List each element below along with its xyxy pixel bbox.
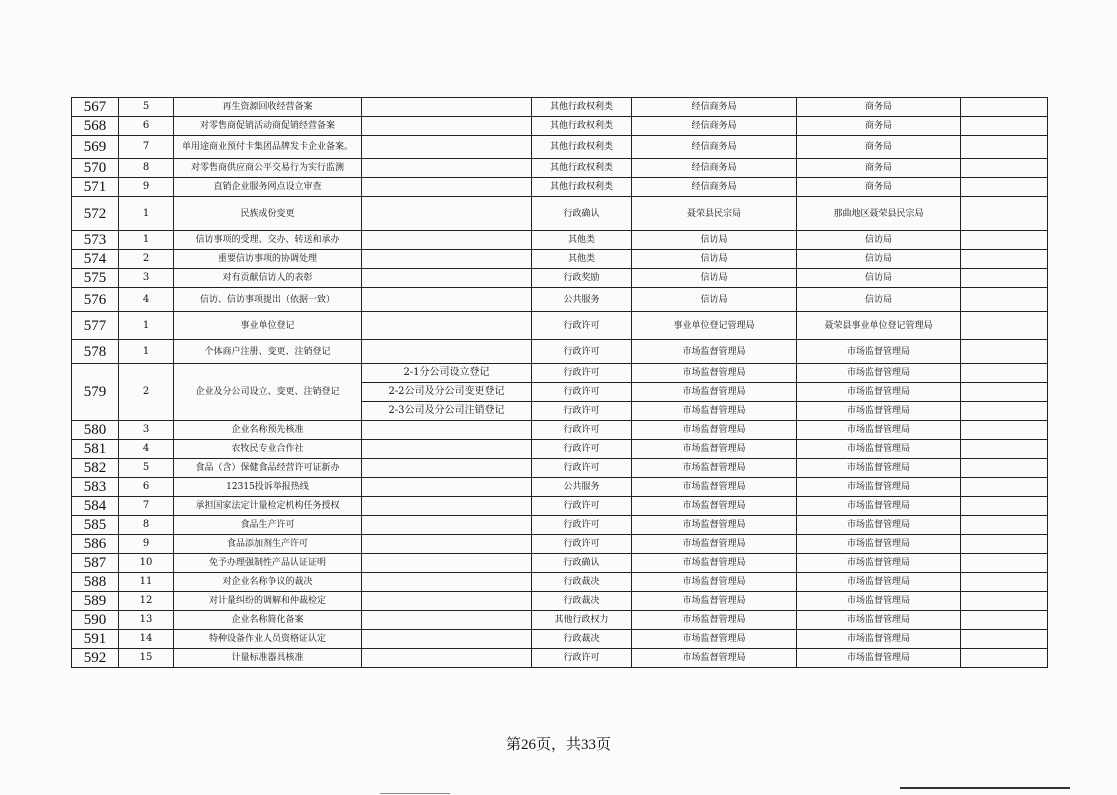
cell-sub: 8: [119, 159, 174, 178]
cell-sub-item: 2-1分公司设立登记: [362, 364, 532, 383]
cell-dept: 市场监督管理局: [632, 592, 797, 611]
cell-seq: 592: [72, 649, 119, 668]
cell-sub-item: [362, 478, 532, 497]
cell-note: [961, 649, 1048, 668]
cell-sub: 7: [119, 136, 174, 159]
cell-dept: 市场监督管理局: [632, 573, 797, 592]
cell-sub-item: [362, 459, 532, 478]
cell-note: [961, 421, 1048, 440]
cell-sub: 13: [119, 611, 174, 630]
table-row: [72, 421, 1048, 440]
cell-seq: 569: [72, 136, 119, 159]
cell-sub: 12: [119, 592, 174, 611]
cell-note: [961, 630, 1048, 649]
table-row: [72, 250, 1048, 269]
cell-note: [961, 611, 1048, 630]
cell-dept: 市场监督管理局: [632, 554, 797, 573]
table-row: [72, 497, 1048, 516]
cell-note: [961, 554, 1048, 573]
cell-dept: 市场监督管理局: [632, 649, 797, 668]
cell-sub-item: 2-2公司及分公司变更登记: [362, 383, 532, 402]
cell-seq: 575: [72, 269, 119, 288]
cell-new-dept: 信访局: [797, 250, 961, 269]
cell-name: 农牧民专业合作社: [174, 440, 362, 459]
cell-type: 其他行政权利类: [532, 178, 632, 197]
cell-sub: 1: [119, 197, 174, 231]
cell-seq: 568: [72, 117, 119, 136]
cell-new-dept: 信访局: [797, 269, 961, 288]
cell-type: 行政裁决: [532, 592, 632, 611]
cell-sub: 7: [119, 497, 174, 516]
cell-new-dept: 市场监督管理局: [797, 630, 961, 649]
cell-note: [961, 535, 1048, 554]
cell-sub-item: [362, 250, 532, 269]
cell-seq: 584: [72, 497, 119, 516]
cell-new-dept: 市场监督管理局: [797, 421, 961, 440]
cell-seq: 582: [72, 459, 119, 478]
cell-type: 行政确认: [532, 197, 632, 231]
table-row: [72, 459, 1048, 478]
cell-sub-item: [362, 649, 532, 668]
cell-dept: 经信商务局: [632, 159, 797, 178]
cell-sub: 6: [119, 478, 174, 497]
table-row: [72, 592, 1048, 611]
cell-dept: 市场监督管理局: [632, 478, 797, 497]
cell-seq: 588: [72, 573, 119, 592]
cell-new-dept: 市场监督管理局: [797, 364, 961, 383]
cell-type: 行政许可: [532, 440, 632, 459]
cell-sub-item: [362, 136, 532, 159]
cell-seq: 583: [72, 478, 119, 497]
cell-name: 企业名称简化备案: [174, 611, 362, 630]
cell-name: 对计量纠纷的调解和仲裁检定: [174, 592, 362, 611]
cell-seq: 589: [72, 592, 119, 611]
cell-sub: 1: [119, 340, 174, 364]
cell-note: [961, 312, 1048, 340]
table-row: [72, 440, 1048, 459]
cell-sub-item: [362, 554, 532, 573]
table-row: [72, 340, 1048, 364]
cell-dept: 市场监督管理局: [632, 611, 797, 630]
cell-name: 特种设备作业人员资格证认定: [174, 630, 362, 649]
cell-note: [961, 383, 1048, 402]
cell-note: [961, 231, 1048, 250]
cell-sub: 11: [119, 573, 174, 592]
table-row: [72, 98, 1048, 117]
cell-type: 行政许可: [532, 421, 632, 440]
bottom-rule: [900, 787, 1070, 789]
cell-sub-item: [362, 421, 532, 440]
table-row: [72, 573, 1048, 592]
cell-name: 重要信访事项的协调处理: [174, 250, 362, 269]
table-row: [72, 649, 1048, 668]
cell-name: 食品（含）保健食品经营许可证新办: [174, 459, 362, 478]
cell-seq: 585: [72, 516, 119, 535]
cell-sub-item: [362, 573, 532, 592]
cell-type: 行政许可: [532, 383, 632, 402]
cell-note: [961, 288, 1048, 312]
cell-name: 信访事项的受理、交办、转送和承办: [174, 231, 362, 250]
cell-type: 行政许可: [532, 649, 632, 668]
cell-seq: 577: [72, 312, 119, 340]
cell-dept: 经信商务局: [632, 178, 797, 197]
cell-dept: 市场监督管理局: [632, 383, 797, 402]
cell-new-dept: 那曲地区聂荣县民宗局: [797, 197, 961, 231]
cell-name: 免予办理强制性产品认证证明: [174, 554, 362, 573]
cell-new-dept: 市场监督管理局: [797, 340, 961, 364]
cell-dept: 经信商务局: [632, 136, 797, 159]
cell-note: [961, 178, 1048, 197]
cell-type: 行政许可: [532, 535, 632, 554]
cell-sub: 2: [119, 364, 174, 421]
cell-dept: 市场监督管理局: [632, 421, 797, 440]
bottom-rule-left: [380, 793, 450, 794]
cell-sub: 6: [119, 117, 174, 136]
cell-sub-item: [362, 611, 532, 630]
cell-name: 民族成份变更: [174, 197, 362, 231]
cell-dept: 信访局: [632, 269, 797, 288]
cell-name: 食品生产许可: [174, 516, 362, 535]
cell-new-dept: 市场监督管理局: [797, 516, 961, 535]
cell-new-dept: 商务局: [797, 136, 961, 159]
cell-new-dept: 市场监督管理局: [797, 592, 961, 611]
cell-new-dept: 市场监督管理局: [797, 554, 961, 573]
cell-sub: 5: [119, 98, 174, 117]
cell-dept: 市场监督管理局: [632, 497, 797, 516]
table-row: [72, 478, 1048, 497]
cell-dept: 市场监督管理局: [632, 459, 797, 478]
cell-sub: 2: [119, 250, 174, 269]
table-row: [72, 231, 1048, 250]
cell-type: 行政奖励: [532, 269, 632, 288]
cell-dept: 经信商务局: [632, 117, 797, 136]
cell-new-dept: 商务局: [797, 178, 961, 197]
cell-dept: 信访局: [632, 288, 797, 312]
page-footer: 第26页，共33页: [505, 737, 611, 753]
cell-name: 对零售商促销活动商促销经营备案: [174, 117, 362, 136]
cell-new-dept: 市场监督管理局: [797, 440, 961, 459]
table-row: [72, 554, 1048, 573]
cell-type: 公共服务: [532, 288, 632, 312]
cell-note: [961, 250, 1048, 269]
cell-type: 行政裁决: [532, 573, 632, 592]
cell-new-dept: 市场监督管理局: [797, 573, 961, 592]
cell-type: 其他行政权利类: [532, 117, 632, 136]
cell-sub-item: [362, 178, 532, 197]
cell-sub: 10: [119, 554, 174, 573]
cell-dept: 市场监督管理局: [632, 440, 797, 459]
cell-sub-item: [362, 312, 532, 340]
cell-seq: 574: [72, 250, 119, 269]
table-row: [72, 516, 1048, 535]
cell-sub: 8: [119, 516, 174, 535]
table-row: [72, 630, 1048, 649]
cell-type: 其他行政权利类: [532, 159, 632, 178]
table-row: [72, 535, 1048, 554]
cell-dept: 市场监督管理局: [632, 364, 797, 383]
cell-dept: 事业单位登记管理局: [632, 312, 797, 340]
cell-sub-item: [362, 516, 532, 535]
table-row: [72, 611, 1048, 630]
cell-note: [961, 98, 1048, 117]
cell-dept: 市场监督管理局: [632, 402, 797, 421]
cell-sub-item: [362, 497, 532, 516]
cell-sub-item: [362, 159, 532, 178]
table-row: [72, 197, 1048, 231]
cell-seq: 567: [72, 98, 119, 117]
cell-sub-item: [362, 231, 532, 250]
cell-sub-item: [362, 117, 532, 136]
cell-note: [961, 459, 1048, 478]
cell-note: [961, 364, 1048, 383]
cell-name: 计量标准器具核准: [174, 649, 362, 668]
cell-note: [961, 592, 1048, 611]
cell-sub-item: [362, 630, 532, 649]
cell-name: 企业名称预先核准: [174, 421, 362, 440]
cell-sub: 14: [119, 630, 174, 649]
cell-seq: 591: [72, 630, 119, 649]
cell-note: [961, 340, 1048, 364]
cell-name: 信访、信访事项提出（依据一致）: [174, 288, 362, 312]
cell-sub-item: [362, 269, 532, 288]
cell-sub-item: [362, 592, 532, 611]
cell-sub: 3: [119, 421, 174, 440]
cell-note: [961, 136, 1048, 159]
table-row: [72, 159, 1048, 178]
table-body: [72, 98, 1048, 668]
cell-seq: 571: [72, 178, 119, 197]
cell-new-dept: 市场监督管理局: [797, 649, 961, 668]
table-row: [72, 136, 1048, 159]
cell-dept: 信访局: [632, 250, 797, 269]
cell-type: 行政许可: [532, 340, 632, 364]
cell-sub: 1: [119, 312, 174, 340]
cell-name: 企业及分公司设立、变更、注销登记: [174, 364, 362, 421]
cell-sub: 3: [119, 269, 174, 288]
table-row: [72, 269, 1048, 288]
cell-name: 对零售商供应商公平交易行为实行监测: [174, 159, 362, 178]
cell-type: 其他行政权利类: [532, 98, 632, 117]
cell-dept: 市场监督管理局: [632, 535, 797, 554]
cell-type: 其他行政权力: [532, 611, 632, 630]
cell-seq: 586: [72, 535, 119, 554]
cell-name: 食品添加剂生产许可: [174, 535, 362, 554]
cell-name: 承担国家法定计量检定机构任务授权: [174, 497, 362, 516]
cell-name: 12315投诉举报热线: [174, 478, 362, 497]
cell-note: [961, 197, 1048, 231]
cell-name: 对有贡献信访人的表彰: [174, 269, 362, 288]
cell-name: 单用途商业预付卡集团品牌发卡企业备案。: [174, 136, 362, 159]
cell-new-dept: 市场监督管理局: [797, 497, 961, 516]
cell-new-dept: 信访局: [797, 288, 961, 312]
cell-note: [961, 159, 1048, 178]
table-row: [72, 178, 1048, 197]
cell-type: 行政确认: [532, 554, 632, 573]
cell-new-dept: 市场监督管理局: [797, 383, 961, 402]
cell-new-dept: 市场监督管理局: [797, 478, 961, 497]
cell-note: [961, 117, 1048, 136]
cell-note: [961, 516, 1048, 535]
cell-sub: 1: [119, 231, 174, 250]
cell-note: [961, 478, 1048, 497]
cell-dept: 经信商务局: [632, 98, 797, 117]
cell-seq: 587: [72, 554, 119, 573]
cell-seq: 578: [72, 340, 119, 364]
cell-type: 行政许可: [532, 402, 632, 421]
cell-seq: 570: [72, 159, 119, 178]
cell-seq: 579: [72, 364, 119, 421]
cell-new-dept: 商务局: [797, 98, 961, 117]
cell-seq: 580: [72, 421, 119, 440]
cell-new-dept: 商务局: [797, 159, 961, 178]
cell-dept: 市场监督管理局: [632, 630, 797, 649]
cell-type: 行政许可: [532, 459, 632, 478]
cell-dept: 市场监督管理局: [632, 516, 797, 535]
cell-sub: 4: [119, 440, 174, 459]
cell-dept: 聂荣县民宗局: [632, 197, 797, 231]
cell-note: [961, 573, 1048, 592]
cell-sub-item: [362, 440, 532, 459]
cell-type: 行政许可: [532, 312, 632, 340]
cell-note: [961, 440, 1048, 459]
cell-name: 对企业名称争议的裁决: [174, 573, 362, 592]
cell-type: 行政裁决: [532, 630, 632, 649]
cell-type: 行政许可: [532, 497, 632, 516]
cell-name: 再生资源回收经营备案: [174, 98, 362, 117]
cell-seq: 590: [72, 611, 119, 630]
cell-sub-item: [362, 340, 532, 364]
cell-new-dept: 市场监督管理局: [797, 459, 961, 478]
cell-sub: 9: [119, 535, 174, 554]
cell-new-dept: 市场监督管理局: [797, 611, 961, 630]
cell-note: [961, 497, 1048, 516]
cell-seq: 581: [72, 440, 119, 459]
cell-seq: 573: [72, 231, 119, 250]
cell-new-dept: 市场监督管理局: [797, 535, 961, 554]
cell-sub-item: 2-3公司及分公司注销登记: [362, 402, 532, 421]
cell-note: [961, 269, 1048, 288]
cell-new-dept: 商务局: [797, 117, 961, 136]
cell-type: 行政许可: [532, 364, 632, 383]
cell-new-dept: 聂荣县事业单位登记管理局: [797, 312, 961, 340]
cell-type: 公共服务: [532, 478, 632, 497]
table-row: [72, 288, 1048, 312]
cell-seq: 572: [72, 197, 119, 231]
cell-sub: 4: [119, 288, 174, 312]
cell-name: 个体商户注册、变更、注销登记: [174, 340, 362, 364]
cell-type: 其他类: [532, 250, 632, 269]
cell-new-dept: 信访局: [797, 231, 961, 250]
cell-dept: 信访局: [632, 231, 797, 250]
cell-sub-item: [362, 98, 532, 117]
cell-seq: 576: [72, 288, 119, 312]
table-row: [72, 117, 1048, 136]
cell-sub: 15: [119, 649, 174, 668]
cell-type: 其他类: [532, 231, 632, 250]
table-row: [72, 364, 1048, 383]
cell-note: [961, 402, 1048, 421]
cell-sub-item: [362, 535, 532, 554]
cell-type: 其他行政权利类: [532, 136, 632, 159]
cell-sub: 5: [119, 459, 174, 478]
cell-sub-item: [362, 288, 532, 312]
cell-sub-item: [362, 197, 532, 231]
cell-name: 事业单位登记: [174, 312, 362, 340]
cell-name: 直销企业服务网点设立审查: [174, 178, 362, 197]
cell-new-dept: 市场监督管理局: [797, 402, 961, 421]
cell-type: 行政许可: [532, 516, 632, 535]
item-table: [71, 97, 1048, 668]
table-row: [72, 312, 1048, 340]
cell-sub: 9: [119, 178, 174, 197]
cell-dept: 市场监督管理局: [632, 340, 797, 364]
